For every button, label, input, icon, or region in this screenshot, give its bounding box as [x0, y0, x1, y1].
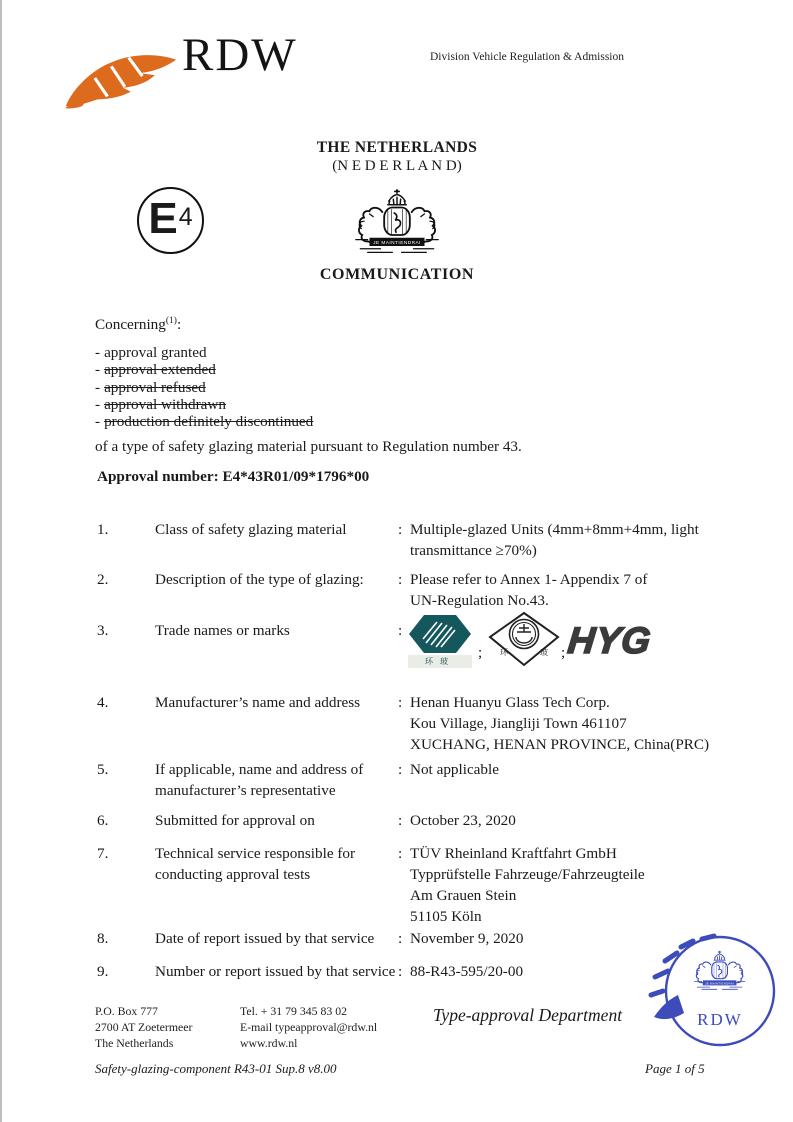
- footer-contact: Tel. + 31 79 345 83 02 E-mail typeapproval@rdw.nl www.rdw.nl: [240, 1004, 378, 1050]
- rdw-feather-logo-icon: [62, 48, 180, 110]
- item-4-value: Henan Huanyu Glass Tech Corp. Kou Village, Jiangliji Town 461107 XUCHANG, HENAN PROVINCE, China(PRC): [410, 694, 710, 753]
- approval-number-value: E4*43R01/09*1796*00: [222, 468, 370, 485]
- concerning-section: [95, 316, 522, 456]
- item-1-value: Multiple-glazed Units (4mm+8mm+4mm, light transmittance ≥70%): [410, 521, 699, 559]
- page-number: Page 1 of 5: [645, 1061, 705, 1076]
- separator-semicolon: ;: [561, 645, 566, 661]
- communication-heading: COMMUNICATION: [319, 266, 475, 283]
- footnote-ref: (1): [165, 316, 177, 326]
- concerning-closing-text: of a type of safety glazing material pursuant to Regulation number 43.: [95, 438, 522, 456]
- country-native-title: (N E D E R L A N D): [332, 158, 462, 174]
- hexagon-glass-trademark-icon: [408, 613, 472, 655]
- concerning-option-refused: - approval refused: [95, 378, 206, 396]
- concerning-option-discontinued: - production definitely discontinued: [95, 413, 314, 431]
- dutch-coat-of-arms-icon: [342, 186, 452, 262]
- division-title: Division Vehicle Regulation & Admission: [430, 51, 625, 63]
- diamond-caption-right: 玻: [540, 648, 548, 657]
- rdw-wordmark: RDW: [182, 29, 298, 81]
- concerning-option-extended: - approval extended: [95, 361, 216, 379]
- hyg-trademark-icon: HYG: [565, 620, 654, 661]
- footer-address: P.O. Box 777 2700 AT Zoetermeer The Netherlands: [95, 1004, 193, 1050]
- department-title: Type-approval Department: [433, 1005, 623, 1025]
- country-title: THE NETHERLANDS: [316, 139, 478, 156]
- document-reference: Safety-glazing-component R43-01 Sup.8 v8.00: [95, 1061, 337, 1076]
- item-5-value: Not applicable: [410, 761, 499, 778]
- e-mark-letter: E: [148, 193, 178, 243]
- title-block: [247, 139, 547, 175]
- page-edge-line: [0, 0, 2, 1122]
- hexagon-trademark-caption: 环玻: [408, 655, 472, 668]
- item-7-value: TÜV Rheinland Kraftfahrt GmbH Typprüfstelle Fahrzeuge/Fahrzeugteile Am Grauen Stein 51105 Köln: [410, 845, 645, 925]
- stamp-rdw-text: RDW: [697, 1010, 743, 1029]
- e4-approval-mark: [137, 187, 204, 254]
- separator-semicolon: ;: [478, 645, 483, 661]
- concerning-option-granted: - approval granted: [95, 344, 207, 361]
- rdw-stamp-icon: [648, 933, 780, 1051]
- item-8-value: November 9, 2020: [410, 930, 524, 947]
- concerning-label: Concerning$^{(1)}$:: [95, 316, 182, 333]
- diamond-caption-left: 环: [500, 648, 508, 657]
- diamond-seal-trademark-icon: [488, 611, 560, 668]
- item-9-value: 88-R43-595/20-00: [410, 963, 524, 980]
- item-2-value: Please refer to Annex 1- Appendix 7 of UN-Regulation No.43.: [410, 571, 648, 609]
- approval-number-line: Approval number: E4*43R01/09*1796*00: [97, 468, 370, 485]
- certificate-page: RDW Division Vehicle Regulation & Admission THE NETHERLANDS (N E D E R L A N D) COMMUNICATION E 4 Concerning$^{(1)}$: - approval granted - approval extended - approval refused - approval withdrawn - production definitely discontinued of a type of safety glazing material pursuant to Regulation number 43. Approval number: E4*43R01/09*1796*00 1. Class of safety glazing material : Multiple-glazed Units (4mm+8mm+4mm, light transmittance ≥70%) 2. Description of the type of glazing: : Please refer to Annex 1- Appendix 7 of UN-Regulation No.43. 3. Trade names or marks : 环玻 ; 环 玻 ; HYG 4. Manufacturer’s name and address : Henan Huanyu Glass Tech Corp. Kou Village, Jiangliji Town 461107 XUCHANG, HENAN PROVINCE, China(PRC) 5. If applicable, name and address of manufacturer’s representative : Not applicable 6. Submitted for approval on : October 23, 2020 7. Technical service responsible for conducting approval tests : TÜV Rheinland Kraftfahrt GmbH Typprüfstelle Fahrzeuge/Fahrzeugteile Am Grauen Stein 51105 Köln 8. Date of report issued by that service : November 9, 2020 9. Number or report issued by that service : 88-R43-595/20-00 P.O. Box 777 2700 AT Zoetermeer The Netherlands Tel. + 31 79 345 83 02 E-mail typeapproval@rdw.nl www.rdw.nl Type-approval Department RDW Safety-glazing-component R43-01 Sup.8 v8.00 Page 1 of 5: [0, 0, 793, 1122]
- item-6-value: October 23, 2020: [410, 812, 516, 829]
- concerning-option-withdrawn: - approval withdrawn: [95, 395, 226, 413]
- e-mark-number: 4: [178, 203, 193, 231]
